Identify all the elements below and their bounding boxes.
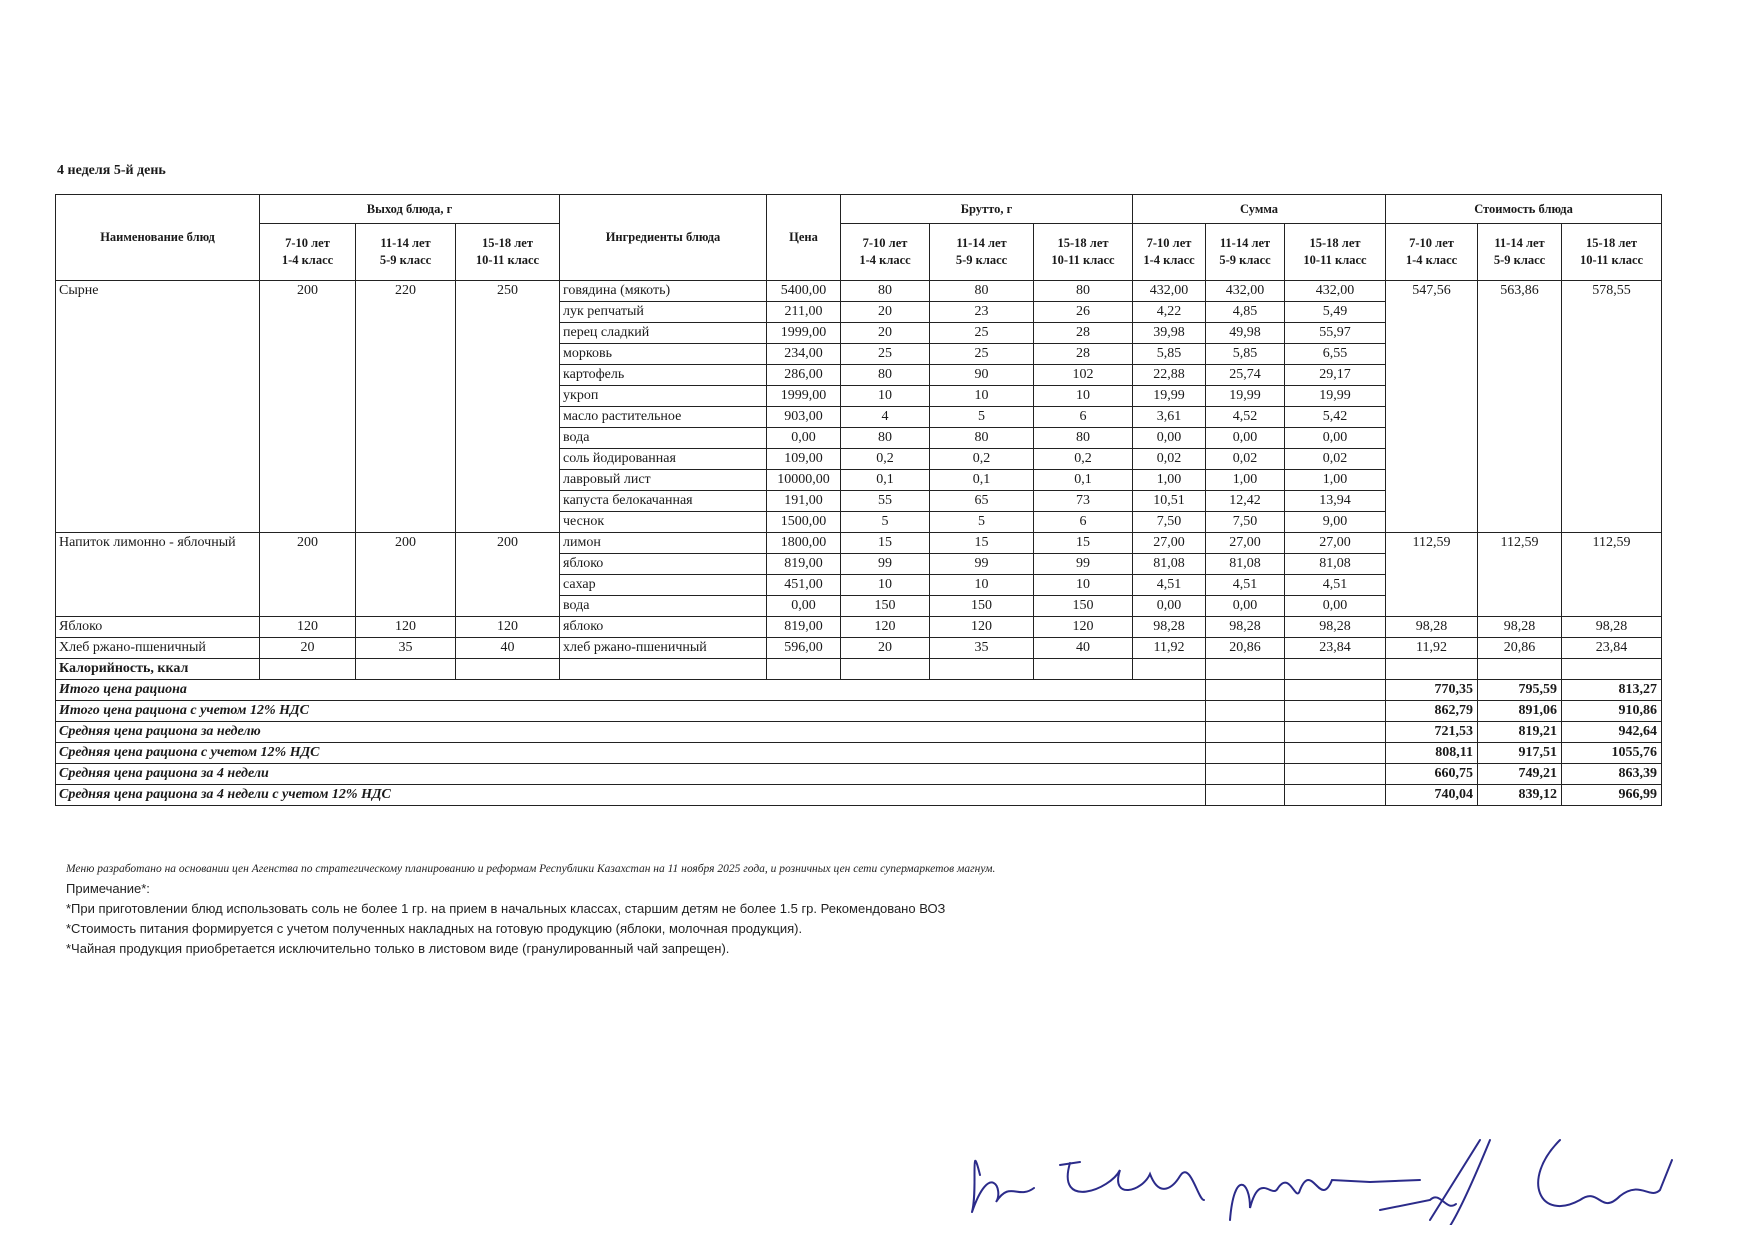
age-label: 15-18 лет <box>1586 236 1638 250</box>
class-label: 1-4 класс <box>1405 253 1458 267</box>
empty-cell <box>841 659 930 680</box>
class-label: 10-11 класс <box>1303 253 1367 267</box>
notes-block <box>66 863 995 961</box>
price-cell: 1500,00 <box>767 512 841 533</box>
sum-cell: 27,00 <box>1133 533 1206 554</box>
price-cell: 819,00 <box>767 554 841 575</box>
age-label: 15-18 лет <box>1057 236 1109 250</box>
brutto-cell: 20 <box>841 302 930 323</box>
summary-row <box>56 785 1662 806</box>
empty-cell <box>1133 659 1206 680</box>
age-header-cell <box>1206 224 1285 281</box>
cost-cell: 112,59 <box>1562 533 1662 617</box>
class-label: 10-11 класс <box>475 253 540 267</box>
brutto-cell: 15 <box>930 533 1034 554</box>
menu-table <box>55 194 1662 806</box>
sum-cell: 19,99 <box>1206 386 1285 407</box>
ingredient-name-cell: яблоко <box>560 554 767 575</box>
ingredient-name-cell: лимон <box>560 533 767 554</box>
summary-row <box>56 680 1662 701</box>
empty-cell <box>1206 722 1285 743</box>
empty-cell <box>356 659 456 680</box>
summary-label: Итого цена рациона <box>56 680 1206 701</box>
header-sum: Сумма <box>1133 195 1386 224</box>
header-price: Цена <box>767 195 841 281</box>
note-item: *При приготовлении блюд использовать соль не более 1 гр. на прием в начальных классах, старшим детям не более 1.5 гр. Рекомендовано ВОЗ <box>66 901 946 916</box>
age-label: 7-10 лет <box>1146 236 1192 250</box>
sum-cell: 39,98 <box>1133 323 1206 344</box>
price-cell: 1999,00 <box>767 323 841 344</box>
sum-cell: 20,86 <box>1206 638 1285 659</box>
brutto-cell: 10 <box>1034 575 1133 596</box>
empty-cell <box>1478 659 1562 680</box>
age-label: 15-18 лет <box>482 236 533 250</box>
brutto-cell: 120 <box>841 617 930 638</box>
empty-cell <box>1386 659 1478 680</box>
sum-cell: 4,85 <box>1206 302 1285 323</box>
age-header-cell <box>1285 224 1386 281</box>
notes-heading: Примечание*: <box>66 881 150 896</box>
header-dish: Наименование блюд <box>56 195 260 281</box>
summary-value: 808,11 <box>1386 743 1478 764</box>
empty-cell <box>1285 701 1386 722</box>
brutto-cell: 28 <box>1034 344 1133 365</box>
sum-cell: 49,98 <box>1206 323 1285 344</box>
ingredient-name-cell: чеснок <box>560 512 767 533</box>
ingredient-name-cell: перец сладкий <box>560 323 767 344</box>
sum-cell: 7,50 <box>1133 512 1206 533</box>
empty-cell <box>1206 701 1285 722</box>
sum-cell: 432,00 <box>1133 281 1206 302</box>
table-row <box>56 533 1662 554</box>
sum-cell: 0,00 <box>1285 596 1386 617</box>
output-cell: 40 <box>456 638 560 659</box>
sum-cell: 10,51 <box>1133 491 1206 512</box>
cost-cell: 112,59 <box>1386 533 1478 617</box>
sum-cell: 3,61 <box>1133 407 1206 428</box>
summary-value: 740,04 <box>1386 785 1478 806</box>
ingredient-name-cell: укроп <box>560 386 767 407</box>
brutto-cell: 0,1 <box>930 470 1034 491</box>
sum-cell: 0,00 <box>1285 428 1386 449</box>
cost-cell: 23,84 <box>1562 638 1662 659</box>
ingredient-name-cell: капуста белокачанная <box>560 491 767 512</box>
empty-cell <box>767 659 841 680</box>
brutto-cell: 15 <box>1034 533 1133 554</box>
sum-cell: 55,97 <box>1285 323 1386 344</box>
price-cell: 903,00 <box>767 407 841 428</box>
empty-cell <box>1285 722 1386 743</box>
cost-cell: 20,86 <box>1478 638 1562 659</box>
sum-cell: 5,85 <box>1133 344 1206 365</box>
brutto-cell: 15 <box>841 533 930 554</box>
output-cell: 20 <box>260 638 356 659</box>
brutto-cell: 40 <box>1034 638 1133 659</box>
class-label: 10-11 класс <box>1579 253 1644 267</box>
summary-value: 1055,76 <box>1562 743 1662 764</box>
sum-cell: 98,28 <box>1206 617 1285 638</box>
sum-cell: 7,50 <box>1206 512 1285 533</box>
brutto-cell: 99 <box>1034 554 1133 575</box>
sum-cell: 81,08 <box>1206 554 1285 575</box>
brutto-cell: 23 <box>930 302 1034 323</box>
sum-cell: 81,08 <box>1133 554 1206 575</box>
price-cell: 286,00 <box>767 365 841 386</box>
empty-cell <box>1206 659 1285 680</box>
summary-label: Средняя цена рациона с учетом 12% НДС <box>56 743 1206 764</box>
price-cell: 5400,00 <box>767 281 841 302</box>
summary-value: 863,39 <box>1562 764 1662 785</box>
brutto-cell: 10 <box>930 386 1034 407</box>
class-label: 5-9 класс <box>955 253 1008 267</box>
brutto-cell: 150 <box>1034 596 1133 617</box>
cost-cell: 578,55 <box>1562 281 1662 533</box>
sum-cell: 5,49 <box>1285 302 1386 323</box>
ingredient-name-cell: соль йодированная <box>560 449 767 470</box>
price-cell: 191,00 <box>767 491 841 512</box>
cost-cell: 98,28 <box>1562 617 1662 638</box>
summary-value: 891,06 <box>1478 701 1562 722</box>
ingredient-name-cell: хлеб ржано-пшеничный <box>560 638 767 659</box>
age-header-cell <box>260 224 356 281</box>
ingredient-name-cell: сахар <box>560 575 767 596</box>
signature-3 <box>1230 1180 1420 1220</box>
ingredient-name-cell: лук репчатый <box>560 302 767 323</box>
summary-value: 839,12 <box>1478 785 1562 806</box>
price-cell: 10000,00 <box>767 470 841 491</box>
header-brutto: Брутто, г <box>841 195 1133 224</box>
class-label: 5-9 класс <box>1219 253 1271 267</box>
output-cell: 120 <box>456 617 560 638</box>
age-header-cell <box>1034 224 1133 281</box>
sum-cell: 0,00 <box>1133 596 1206 617</box>
price-cell: 109,00 <box>767 449 841 470</box>
brutto-cell: 0,1 <box>841 470 930 491</box>
brutto-cell: 55 <box>841 491 930 512</box>
age-label: 7-10 лет <box>862 236 908 250</box>
brutto-cell: 80 <box>930 428 1034 449</box>
ingredient-name-cell: морковь <box>560 344 767 365</box>
note-item: *Чайная продукция приобретается исключительно только в листовом виде (гранулированный чай запрещен). <box>66 941 730 956</box>
sum-cell: 0,00 <box>1206 596 1285 617</box>
sum-cell: 12,42 <box>1206 491 1285 512</box>
sum-cell: 25,74 <box>1206 365 1285 386</box>
brutto-cell: 25 <box>841 344 930 365</box>
price-cell: 1800,00 <box>767 533 841 554</box>
sum-cell: 4,22 <box>1133 302 1206 323</box>
output-cell: 250 <box>456 281 560 533</box>
empty-cell <box>1285 659 1386 680</box>
calories-row <box>56 659 1662 680</box>
sum-cell: 5,42 <box>1285 407 1386 428</box>
sum-cell: 19,99 <box>1285 386 1386 407</box>
output-cell: 200 <box>260 281 356 533</box>
empty-cell <box>1206 764 1285 785</box>
dish-name-cell: Хлеб ржано-пшеничный <box>56 638 260 659</box>
source-note: Меню разработано на основании цен Агенства по стратегическому планированию и реформам Республики Казахстан на 11 ноября 2025 года, и розничных цен сети супермаркетов магнум. <box>66 863 996 875</box>
sum-cell: 0,02 <box>1133 449 1206 470</box>
brutto-cell: 150 <box>930 596 1034 617</box>
empty-cell <box>260 659 356 680</box>
dish-name-cell: Сырне <box>56 281 260 533</box>
summary-label: Средняя цена рациона за 4 недели <box>56 764 1206 785</box>
table-row <box>56 638 1662 659</box>
cost-cell: 547,56 <box>1386 281 1478 533</box>
sum-cell: 27,00 <box>1206 533 1285 554</box>
brutto-cell: 99 <box>841 554 930 575</box>
header-cost: Стоимость блюда <box>1386 195 1662 224</box>
sum-cell: 19,99 <box>1133 386 1206 407</box>
cost-cell: 112,59 <box>1478 533 1562 617</box>
output-cell: 35 <box>356 638 456 659</box>
output-cell: 200 <box>260 533 356 617</box>
brutto-cell: 10 <box>1034 386 1133 407</box>
sum-cell: 0,02 <box>1285 449 1386 470</box>
empty-cell <box>560 659 767 680</box>
ingredient-name-cell: масло растительное <box>560 407 767 428</box>
sum-cell: 98,28 <box>1133 617 1206 638</box>
summary-value: 770,35 <box>1386 680 1478 701</box>
calories-label: Калорийность, ккал <box>56 659 260 680</box>
sum-cell: 27,00 <box>1285 533 1386 554</box>
brutto-cell: 80 <box>841 428 930 449</box>
age-label: 11-14 лет <box>956 236 1007 250</box>
cost-cell: 563,86 <box>1478 281 1562 533</box>
summary-value: 795,59 <box>1478 680 1562 701</box>
age-header-cell <box>1562 224 1662 281</box>
brutto-cell: 80 <box>1034 428 1133 449</box>
output-cell: 200 <box>356 533 456 617</box>
note-item: *Стоимость питания формируется с учетом полученных накладных на готовую продукцию (яблоки, молочная продукция). <box>66 921 803 936</box>
signature-5 <box>1538 1140 1672 1206</box>
brutto-cell: 5 <box>841 512 930 533</box>
dish-name-cell: Яблоко <box>56 617 260 638</box>
brutto-cell: 10 <box>841 575 930 596</box>
age-label: 11-14 лет <box>1494 236 1545 250</box>
empty-cell <box>1206 785 1285 806</box>
price-cell: 211,00 <box>767 302 841 323</box>
brutto-cell: 73 <box>1034 491 1133 512</box>
empty-cell <box>1285 785 1386 806</box>
class-label: 1-4 класс <box>1143 253 1195 267</box>
ingredient-name-cell: яблоко <box>560 617 767 638</box>
age-header-cell <box>1133 224 1206 281</box>
page-title: 4 неделя 5-й день <box>57 163 166 178</box>
sum-cell: 11,92 <box>1133 638 1206 659</box>
output-cell: 120 <box>260 617 356 638</box>
price-cell: 451,00 <box>767 575 841 596</box>
age-label: 7-10 лет <box>1409 236 1454 250</box>
sum-cell: 0,00 <box>1206 428 1285 449</box>
summary-value: 862,79 <box>1386 701 1478 722</box>
summary-label: Средняя цена рациона за 4 недели с учетом 12% НДС <box>56 785 1206 806</box>
output-cell: 120 <box>356 617 456 638</box>
sum-cell: 4,52 <box>1206 407 1285 428</box>
age-label: 11-14 лет <box>380 236 431 250</box>
ingredient-name-cell: картофель <box>560 365 767 386</box>
brutto-cell: 80 <box>841 281 930 302</box>
empty-cell <box>1034 659 1133 680</box>
ingredient-name-cell: лавровый лист <box>560 470 767 491</box>
sum-cell: 29,17 <box>1285 365 1386 386</box>
brutto-cell: 20 <box>841 323 930 344</box>
cost-cell: 11,92 <box>1386 638 1478 659</box>
summary-value: 813,27 <box>1562 680 1662 701</box>
table-row <box>56 281 1662 302</box>
sum-cell: 432,00 <box>1285 281 1386 302</box>
age-header-cell <box>456 224 560 281</box>
brutto-cell: 10 <box>930 575 1034 596</box>
brutto-cell: 65 <box>930 491 1034 512</box>
empty-cell <box>930 659 1034 680</box>
signature-4 <box>1380 1140 1490 1225</box>
price-cell: 0,00 <box>767 596 841 617</box>
brutto-cell: 0,2 <box>1034 449 1133 470</box>
price-cell: 596,00 <box>767 638 841 659</box>
sum-cell: 6,55 <box>1285 344 1386 365</box>
brutto-cell: 5 <box>930 407 1034 428</box>
brutto-cell: 80 <box>1034 281 1133 302</box>
cost-cell: 98,28 <box>1478 617 1562 638</box>
sum-cell: 9,00 <box>1285 512 1386 533</box>
summary-row <box>56 701 1662 722</box>
age-header-cell <box>356 224 456 281</box>
brutto-cell: 10 <box>841 386 930 407</box>
signature-2 <box>1060 1162 1204 1200</box>
signature-1 <box>972 1161 1034 1212</box>
cost-cell: 98,28 <box>1386 617 1478 638</box>
sum-cell: 5,85 <box>1206 344 1285 365</box>
brutto-cell: 25 <box>930 344 1034 365</box>
brutto-cell: 150 <box>841 596 930 617</box>
menu-body <box>56 281 1662 806</box>
age-label: 7-10 лет <box>285 236 330 250</box>
summary-value: 910,86 <box>1562 701 1662 722</box>
brutto-cell: 4 <box>841 407 930 428</box>
sum-cell: 81,08 <box>1285 554 1386 575</box>
sum-cell: 4,51 <box>1133 575 1206 596</box>
summary-value: 660,75 <box>1386 764 1478 785</box>
brutto-cell: 35 <box>930 638 1034 659</box>
brutto-cell: 28 <box>1034 323 1133 344</box>
summary-label: Итого цена рациона с учетом 12% НДС <box>56 701 1206 722</box>
brutto-cell: 0,2 <box>841 449 930 470</box>
sum-cell: 98,28 <box>1285 617 1386 638</box>
sum-cell: 0,00 <box>1133 428 1206 449</box>
empty-cell <box>1285 680 1386 701</box>
price-cell: 0,00 <box>767 428 841 449</box>
sum-cell: 22,88 <box>1133 365 1206 386</box>
dish-name-cell: Напиток лимонно - яблочный <box>56 533 260 617</box>
sum-cell: 23,84 <box>1285 638 1386 659</box>
brutto-cell: 6 <box>1034 512 1133 533</box>
ingredient-name-cell: говядина (мякоть) <box>560 281 767 302</box>
brutto-cell: 90 <box>930 365 1034 386</box>
class-label: 1-4 класс <box>281 253 334 267</box>
age-header-row <box>56 224 1662 281</box>
brutto-cell: 20 <box>841 638 930 659</box>
output-cell: 220 <box>356 281 456 533</box>
age-label: 15-18 лет <box>1309 236 1361 250</box>
summary-row <box>56 764 1662 785</box>
empty-cell <box>456 659 560 680</box>
brutto-cell: 0,2 <box>930 449 1034 470</box>
summary-row <box>56 743 1662 764</box>
sum-cell: 1,00 <box>1133 470 1206 491</box>
sum-cell: 4,51 <box>1206 575 1285 596</box>
price-cell: 819,00 <box>767 617 841 638</box>
sum-cell: 0,02 <box>1206 449 1285 470</box>
brutto-cell: 80 <box>930 281 1034 302</box>
brutto-cell: 80 <box>841 365 930 386</box>
brutto-cell: 120 <box>930 617 1034 638</box>
header-output: Выход блюда, г <box>260 195 560 224</box>
table-row <box>56 617 1662 638</box>
ingredient-name-cell: вода <box>560 596 767 617</box>
class-label: 1-4 класс <box>859 253 911 267</box>
brutto-cell: 0,1 <box>1034 470 1133 491</box>
age-header-cell <box>1478 224 1562 281</box>
empty-cell <box>1206 743 1285 764</box>
summary-value: 917,51 <box>1478 743 1562 764</box>
class-label: 5-9 класс <box>1493 253 1546 267</box>
brutto-cell: 99 <box>930 554 1034 575</box>
brutto-cell: 25 <box>930 323 1034 344</box>
sum-cell: 4,51 <box>1285 575 1386 596</box>
class-label: 10-11 класс <box>1051 253 1115 267</box>
brutto-cell: 102 <box>1034 365 1133 386</box>
empty-cell <box>1285 764 1386 785</box>
sum-cell: 1,00 <box>1206 470 1285 491</box>
signatures <box>960 1130 1720 1225</box>
price-cell: 1999,00 <box>767 386 841 407</box>
sum-cell: 432,00 <box>1206 281 1285 302</box>
header-ingredients: Ингредиенты блюда <box>560 195 767 281</box>
sum-cell: 13,94 <box>1285 491 1386 512</box>
summary-value: 819,21 <box>1478 722 1562 743</box>
brutto-cell: 120 <box>1034 617 1133 638</box>
ingredient-name-cell: вода <box>560 428 767 449</box>
age-header-cell <box>930 224 1034 281</box>
empty-cell <box>1562 659 1662 680</box>
class-label: 5-9 класс <box>379 253 432 267</box>
empty-cell <box>1206 680 1285 701</box>
age-header-cell <box>1386 224 1478 281</box>
price-cell: 234,00 <box>767 344 841 365</box>
brutto-cell: 6 <box>1034 407 1133 428</box>
summary-label: Средняя цена рациона за неделю <box>56 722 1206 743</box>
summary-value: 749,21 <box>1478 764 1562 785</box>
summary-row <box>56 722 1662 743</box>
brutto-cell: 5 <box>930 512 1034 533</box>
output-cell: 200 <box>456 533 560 617</box>
sum-cell: 1,00 <box>1285 470 1386 491</box>
age-label: 11-14 лет <box>1219 236 1271 250</box>
summary-value: 966,99 <box>1562 785 1662 806</box>
brutto-cell: 26 <box>1034 302 1133 323</box>
summary-value: 721,53 <box>1386 722 1478 743</box>
summary-value: 942,64 <box>1562 722 1662 743</box>
empty-cell <box>1285 743 1386 764</box>
age-header-cell <box>841 224 930 281</box>
